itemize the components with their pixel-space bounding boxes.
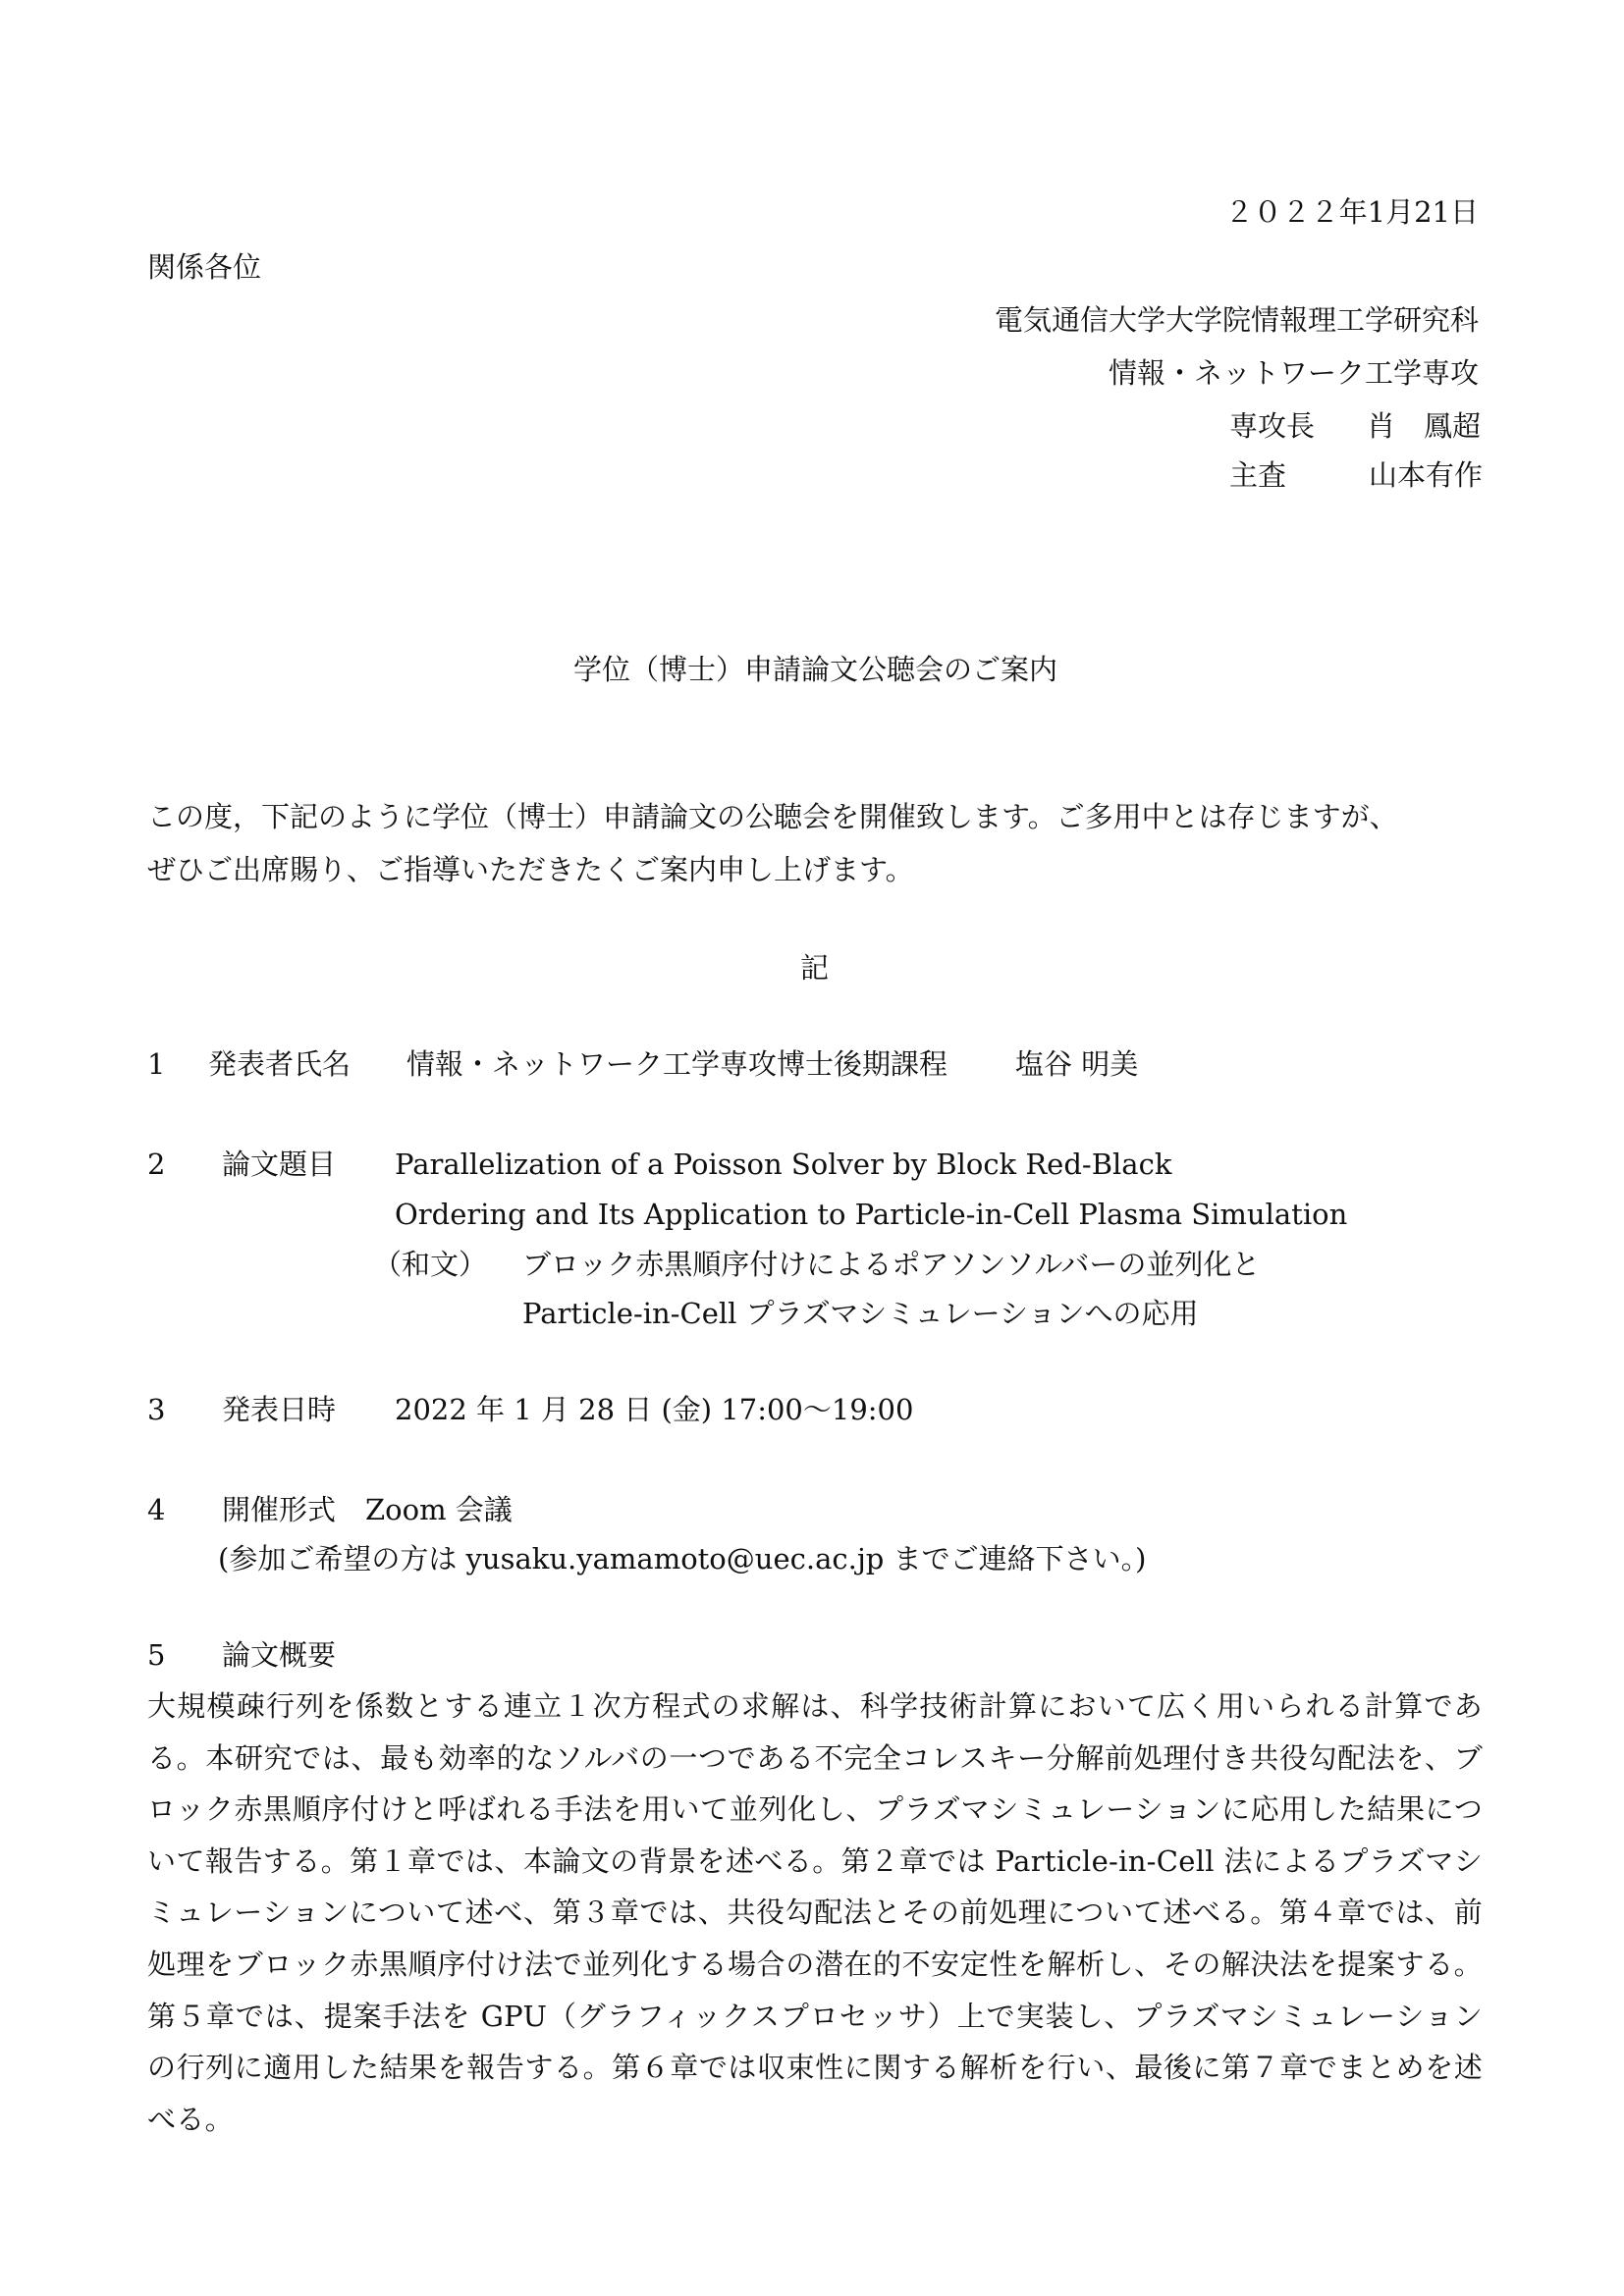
head-name: 肖 鳳超: [1367, 409, 1482, 443]
item-4-number: 4: [147, 1493, 166, 1526]
sender-department: 情報・ネットワーク工学専攻: [1108, 356, 1479, 390]
ki-marker: 記: [800, 951, 830, 985]
meeting-format: Zoom 会議: [365, 1493, 513, 1526]
item-2-label: 論文題目: [222, 1148, 337, 1181]
intro-line-2: ぜひご出席賜り、ご指導いただきたくご案内申し上げます。: [147, 853, 914, 886]
thesis-title-ja-label: （和文）: [373, 1248, 488, 1281]
head-title: 専攻長: [1229, 409, 1316, 443]
item-3-number: 3: [147, 1393, 166, 1426]
document-title: 学位（博士）申請論文公聴会のご案内: [573, 653, 1058, 686]
thesis-title-en-line-2: Ordering and Its Application to Particle-in-Cell Plasma Simulation: [395, 1198, 1348, 1231]
thesis-title-ja-line-2: Particle-in-Cell プラズマシミュレーションへの応用: [522, 1297, 1199, 1330]
presentation-datetime: 2022 年 1 月 28 日 (金) 17:00～19:00: [395, 1393, 914, 1426]
chief-name: 山本有作: [1369, 458, 1484, 492]
abstract-text: 大規模疎行列を係数とする連立１次方程式の求解は、科学技術計算において広く用いられる計算である。本研究では、最も効率的なソルバの一つである不完全コレスキー分解前処理付き共役勾配法を、ブロック赤黒順序付けと呼ばれる手法を用いて並列化し、プラズマシミュレーションに応用した結果について報告する。第１章では、本論文の背景を述べる。第２章では Particle-in-Cell 法によるプラズマシミュレーションについて述べ、第３章では、共役勾配法とその前処理について述べる。第４章では、前処理をブロック赤黒順序付け法で並列化する場合の潜在的不安定性を解析し、その解決法を提案する。第５章では、提案手法を GPU（グラフィックスプロセッサ）上で実装し、プラズマシミュレーションの行列に適用した結果を報告する。第６章では収束性に関する解析を行い、最後に第７章でまとめを述べる。: [147, 1689, 1483, 2136]
thesis-title-ja-line-1: ブロック赤黒順序付けによるポアソンソルバーの並列化と: [522, 1248, 1261, 1281]
sender-university: 電気通信大学大学院情報理工学研究科: [994, 303, 1479, 337]
item-3-label: 発表日時: [222, 1393, 337, 1426]
item-2-number: 2: [147, 1148, 166, 1181]
item-5-number: 5: [147, 1638, 166, 1672]
contact-note: (参加ご希望の方は yusaku.yamamoto@uec.ac.jp までご連絡下さい。): [218, 1542, 1147, 1575]
item-1-label: 発表者氏名: [208, 1047, 352, 1081]
addressee: 関係各位: [147, 250, 262, 284]
chief-title: 主査: [1229, 458, 1287, 492]
presenter-affiliation: 情報・ネットワーク工学専攻博士後期課程: [406, 1047, 948, 1081]
intro-line-1: この度，下記のように学位（博士）申請論文の公聴会を開催致します。ご多用中とは存じますが、: [147, 800, 1398, 833]
item-4-label: 開催形式: [222, 1493, 337, 1526]
thesis-title-en-line-1: Parallelization of a Poisson Solver by Block Red-Black: [395, 1148, 1172, 1181]
item-5-label: 論文概要: [222, 1638, 337, 1672]
item-1-number: 1: [147, 1047, 166, 1081]
document-date: ２０２２年1月21日: [1224, 195, 1479, 229]
presenter-name: 塩谷 明美: [1015, 1047, 1139, 1081]
